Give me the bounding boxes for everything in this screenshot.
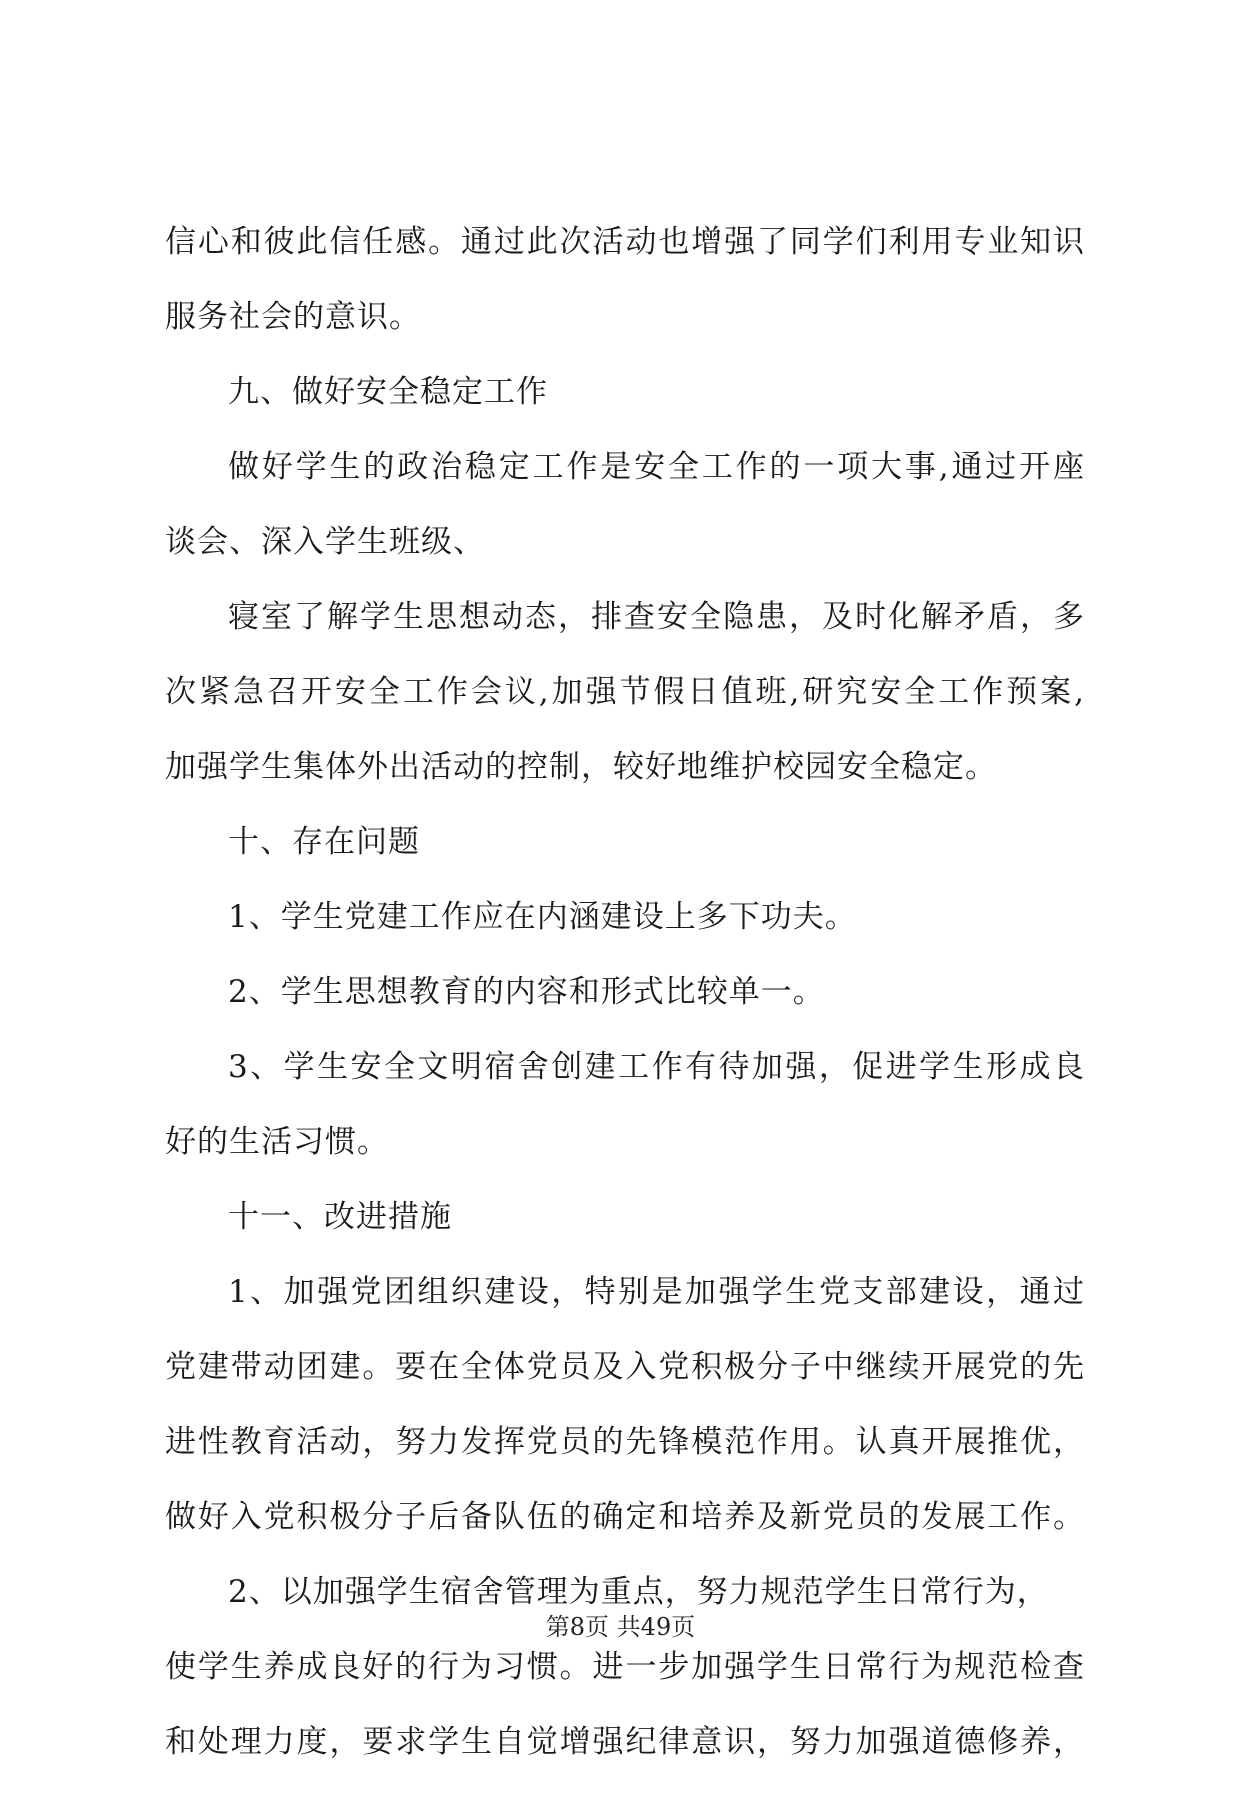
list-item: 1、学生党建工作应在内涵建设上多下功夫。	[228, 899, 857, 935]
text-line: 和处理力度，要求学生自觉增强纪律意识，努力加强道德修养，	[165, 1724, 1085, 1760]
text-line: 加强学生集体外出活动的控制，较好地维护校园安全稳定。	[165, 749, 997, 785]
list-item: 2、学生思想教育的内容和形式比较单一。	[228, 974, 825, 1010]
document-body	[165, 222, 1085, 1797]
page-footer: 第8页 共49页	[545, 1613, 696, 1641]
section-heading: 十一、改进措施	[228, 1199, 452, 1235]
section-heading: 十、存在问题	[228, 824, 420, 860]
text-line: 谈会、深入学生班级、	[165, 524, 485, 560]
text-line: 次紧急召开安全工作会议,加强节假日值班,研究安全工作预案,	[165, 674, 1085, 710]
section-heading: 九、做好安全稳定工作	[228, 374, 548, 410]
text-line: 做好入党积极分子后备队伍的确定和培养及新党员的发展工作。	[165, 1499, 1085, 1535]
text-line: 服务社会的意识。	[165, 299, 421, 335]
text-line: 寝室了解学生思想动态，排查安全隐患，及时化解矛盾，多	[228, 599, 1085, 635]
list-item: 3、学生安全文明宿舍创建工作有待加强，促进学生形成良	[228, 1049, 1085, 1085]
list-item: 1、加强党团组织建设，特别是加强学生党支部建设，通过	[228, 1274, 1085, 1310]
text-line: 党建带动团建。要在全体党员及入党积极分子中继续开展党的先	[165, 1349, 1085, 1385]
text-line: 做好学生的政治稳定工作是安全工作的一项大事,通过开座	[228, 449, 1085, 485]
text-line: 进性教育活动，努力发挥党员的先锋模范作用。认真开展推优，	[165, 1424, 1085, 1460]
list-item: 2、以加强学生宿舍管理为重点，努力规范学生日常行为，	[228, 1574, 1049, 1610]
text-line: 好的生活习惯。	[165, 1124, 389, 1160]
text-line: 信心和彼此信任感。通过此次活动也增强了同学们利用专业知识	[165, 224, 1085, 260]
text-line: 使学生养成良好的行为习惯。进一步加强学生日常行为规范检查	[165, 1649, 1085, 1685]
